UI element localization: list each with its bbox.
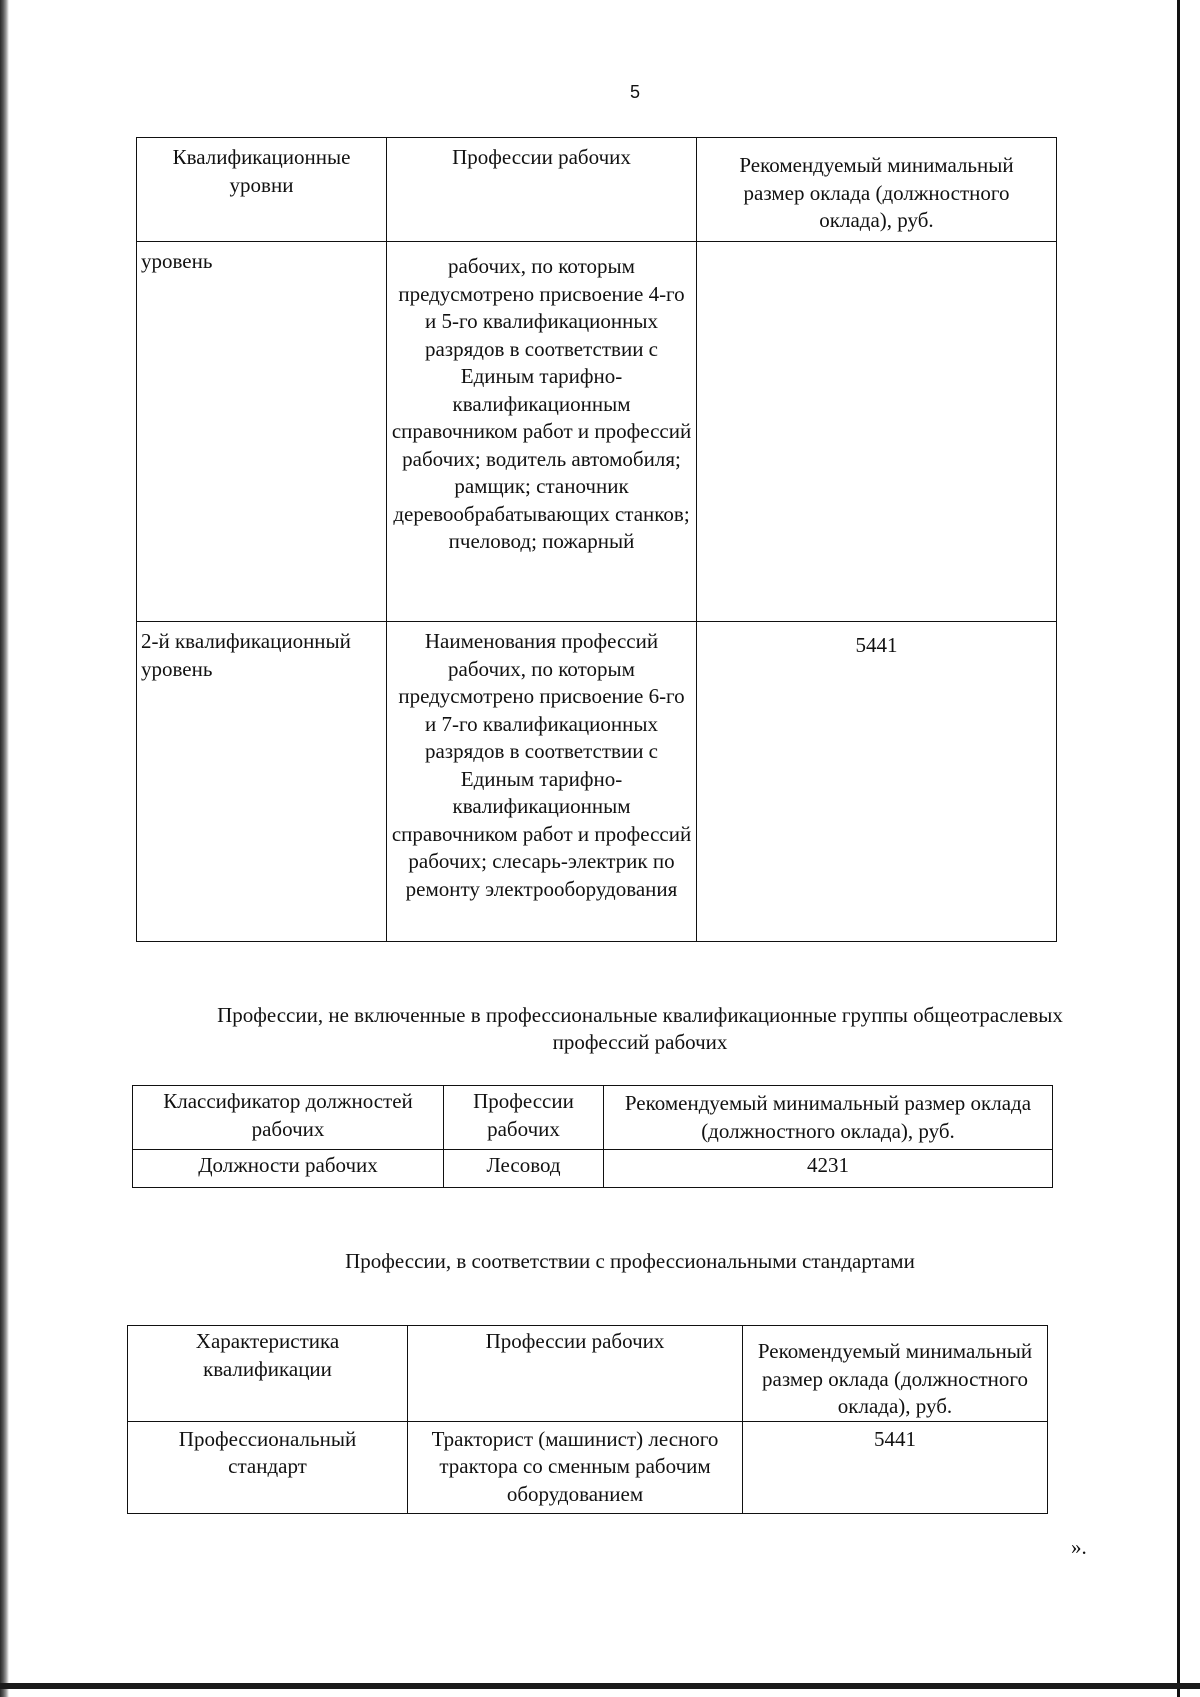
table-row [133,1150,1053,1188]
table-row [137,622,1057,942]
header-qualification-levels: Квалификационные уровни [137,138,387,242]
non-included-professions-table [132,1085,1053,1188]
page-number: 5 [630,82,641,102]
header-salary: Рекомендуемый минимальный размер оклада (должностного оклада), руб. [697,138,1057,242]
qualification-levels-table [136,137,1057,942]
characteristic-cell: Профессиональный стандарт [128,1421,408,1513]
header-professions: Профессии рабочих [387,138,697,242]
professional-standards-table [127,1325,1048,1514]
table-header-row [133,1086,1053,1150]
table-row [128,1421,1048,1513]
salary-cell: 5441 [743,1421,1048,1513]
salary-cell: 5441 [697,622,1057,942]
section-heading-standards: Профессии, в соответствии с профессиональными стандартами [345,1249,915,1273]
table-header-row [128,1326,1048,1422]
level-cell: уровень [137,242,387,622]
closing-quote-mark: ». [1071,1535,1087,1559]
salary-cell [697,242,1057,622]
scan-edge-left [0,0,9,1697]
profession-cell: Лесовод [444,1150,604,1188]
table-row [137,242,1057,622]
header-salary: Рекомендуемый минимальный размер оклада (должностного оклада), руб. [604,1086,1053,1150]
header-salary: Рекомендуемый минимальный размер оклада (должностного оклада), руб. [743,1326,1048,1422]
header-professions: Профессии рабочих [408,1326,743,1422]
scan-edge-right [1177,0,1180,1697]
header-classifier: Классификатор должностей рабочих [133,1086,444,1150]
header-characteristic: Характеристика квалификации [128,1326,408,1422]
level-cell: 2-й квалификационный уровень [137,622,387,942]
section-heading-non-included: Профессии, не включенные в профессиональные квалификационные группы общеотраслевых профессий рабочих [217,1003,1063,1054]
table-header-row [137,138,1057,242]
professions-cell: рабочих, по которым предусмотрено присвоение 4-го и 5-го квалификационных разрядов в соответствии с Единым тарифно-квалификационным справочником работ и профессий рабочих; водитель автомобиля; рамщик; станочник деревообрабатывающих станков; пчеловод; пожарный [387,242,697,622]
classifier-cell: Должности рабочих [133,1150,444,1188]
profession-cell: Тракторист (машинист) лесного трактора со сменным рабочим оборудованием [408,1421,743,1513]
professions-cell: Наименования профессий рабочих, по которым предусмотрено присвоение 6-го и 7-го квалификационных разрядов в соответствии с Единым тарифно-квалификационным справочником работ и профессий рабочих; слесарь-электрик по ремонту электрооборудования [387,622,697,942]
header-professions: Профессии рабочих [444,1086,604,1150]
salary-cell: 4231 [604,1150,1053,1188]
scan-edge-bottom [0,1683,1200,1689]
